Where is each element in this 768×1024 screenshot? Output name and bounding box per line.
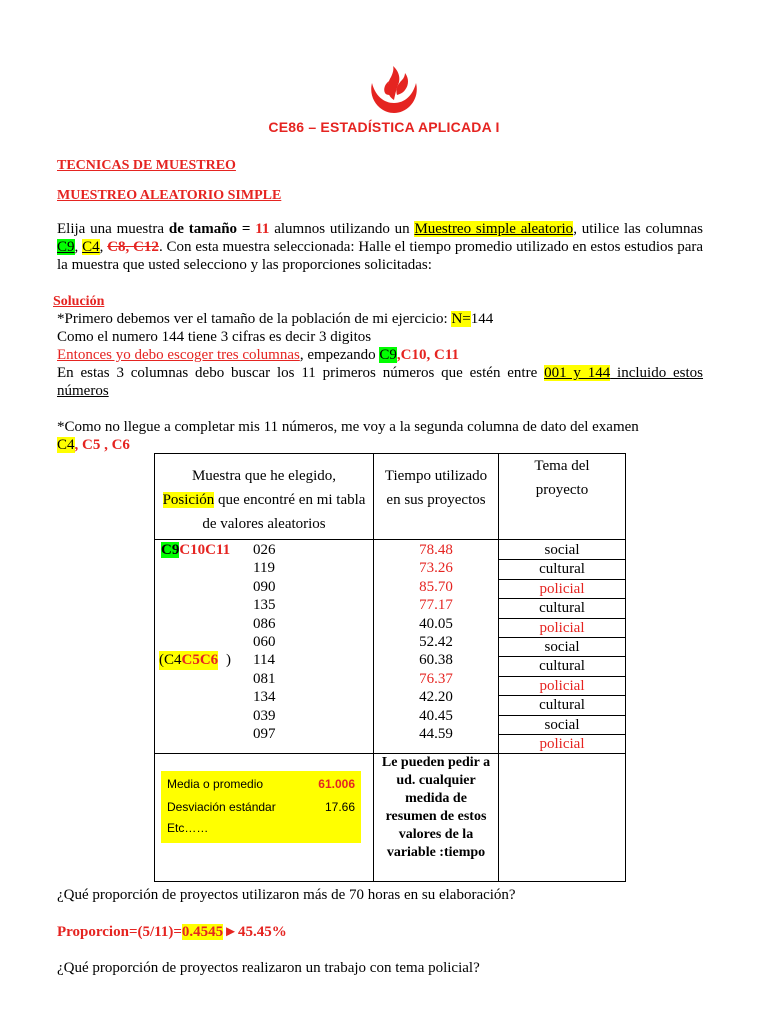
theme-value: policial (499, 677, 625, 696)
position-row (155, 578, 373, 596)
position-row (155, 633, 373, 651)
position-value: 090 (253, 578, 276, 595)
theme-value: policial (499, 619, 625, 638)
mean-label: Media o promedio (167, 777, 264, 792)
position-value: 135 (253, 597, 276, 614)
solution-line-3: Entonces yo debo escoger tres columnas, empezando C9,C10, C11 (57, 347, 460, 363)
summary-stats-box (161, 771, 361, 843)
solution-label: Solución (53, 294, 105, 309)
header-position: Muestra que he elegido, Posición que encontré en mi tabla de valores aleatorios (155, 454, 374, 540)
time-value: 60.38 (419, 652, 453, 669)
solution-line-2: Como el numero 144 tiene 3 cifras es decir 3 digitos (57, 329, 372, 345)
solution-line-4: En estas 3 columnas debo buscar los 11 primeros números que estén entre 001 y 144 incluido estos números (57, 365, 704, 399)
mean-value: 61.006 (318, 777, 355, 792)
position-row (155, 688, 373, 706)
note-text: Le pueden pedir a ud. cualquier medida de resumen de estos valores de la variable :tiempo (381, 755, 491, 861)
theme-value: policial (539, 735, 585, 752)
intro-paragraph: Elija una muestra de tamaño = 11 alumnos utilizando un Muestreo simple aleatorio, utilice las columnas C9, C4, C8, C12. Con esta muestra seleccionada: Halle el tiempo promedio utilizado en estos estudios para la muestra que usted selecciono y las proporciones solicitadas: (57, 221, 704, 273)
theme-value: cultural (499, 657, 625, 676)
position-row (155, 725, 373, 743)
section-title-mas: MUESTREO ALEATORIO SIMPLE (57, 188, 282, 203)
time-value: 52.42 (419, 633, 453, 650)
theme-value: policial (499, 580, 625, 599)
position-row (155, 707, 373, 725)
times-column (374, 540, 499, 754)
answer-1: Proporcion=(5/11)=0.4545►45.45% (57, 924, 287, 940)
solution-line-1: *Primero debemos ver el tamaño de la población de mi ejercicio: N=144 (57, 311, 494, 327)
note-cell (374, 754, 499, 882)
time-value: 78.48 (419, 542, 453, 558)
position-row (155, 596, 373, 614)
group2-label: (C4C5C6 (159, 652, 219, 669)
position-value: 114 (253, 652, 275, 669)
theme-value: cultural (499, 599, 625, 618)
theme-value: social (499, 716, 625, 735)
sample-table (154, 453, 626, 882)
header-theme: Tema del proyecto (499, 454, 626, 540)
position-row (155, 670, 373, 688)
university-flame-logo-icon (364, 65, 424, 115)
position-value: 119 (253, 560, 275, 577)
position-value: 134 (253, 689, 276, 706)
header-time: Tiempo utilizado en sus proyectos (374, 454, 499, 540)
positions-column (155, 540, 374, 754)
position-row: (C4C5C6 ) 114 (159, 652, 275, 669)
position-row (155, 615, 373, 633)
position-value: 086 (253, 615, 276, 632)
theme-value: cultural (499, 696, 625, 715)
position-value: 081 (253, 670, 276, 687)
stats-cell (155, 754, 374, 882)
time-value: 42.20 (419, 689, 453, 706)
sd-value: 17.66 (324, 800, 355, 815)
time-value: 40.05 (419, 615, 453, 632)
position-value: 097 (253, 725, 276, 742)
time-value: 73.26 (419, 560, 453, 577)
solution-line-5: *Como no llegue a completar mis 11 números, me voy a la segunda columna de dato del examen (57, 419, 639, 435)
section-title-tecnicas: TECNICAS DE MUESTREO (57, 158, 236, 173)
time-value: 44.59 (419, 725, 453, 742)
question-2: ¿Qué proporción de proyectos realizaron un trabajo con tema policial? (57, 960, 480, 976)
theme-value: social (499, 638, 625, 657)
course-title: CE86 – ESTADÍSTICA APLICADA I (268, 119, 500, 135)
time-value: 40.45 (419, 707, 453, 724)
empty-cell (499, 754, 626, 882)
themes-column (499, 540, 626, 754)
solution-line-6: C4, C5 , C6 (57, 437, 130, 453)
position-value: 039 (253, 707, 276, 724)
theme-value: social (499, 541, 625, 560)
etc-label: Etc…… (167, 821, 209, 836)
theme-value: cultural (499, 560, 625, 579)
position-value: 060 (253, 633, 276, 650)
sd-label: Desviación estándar (167, 800, 276, 815)
time-value: 85.70 (419, 578, 453, 595)
question-1: ¿Qué proporción de proyectos utilizaron más de 70 horas en su elaboración? (57, 887, 516, 903)
position-value: 026 (253, 542, 276, 558)
position-row (155, 541, 373, 559)
position-row (155, 559, 373, 577)
time-value: 76.37 (419, 670, 453, 687)
group1-label: C9C10C11 (161, 542, 231, 558)
time-value: 77.17 (419, 597, 453, 614)
